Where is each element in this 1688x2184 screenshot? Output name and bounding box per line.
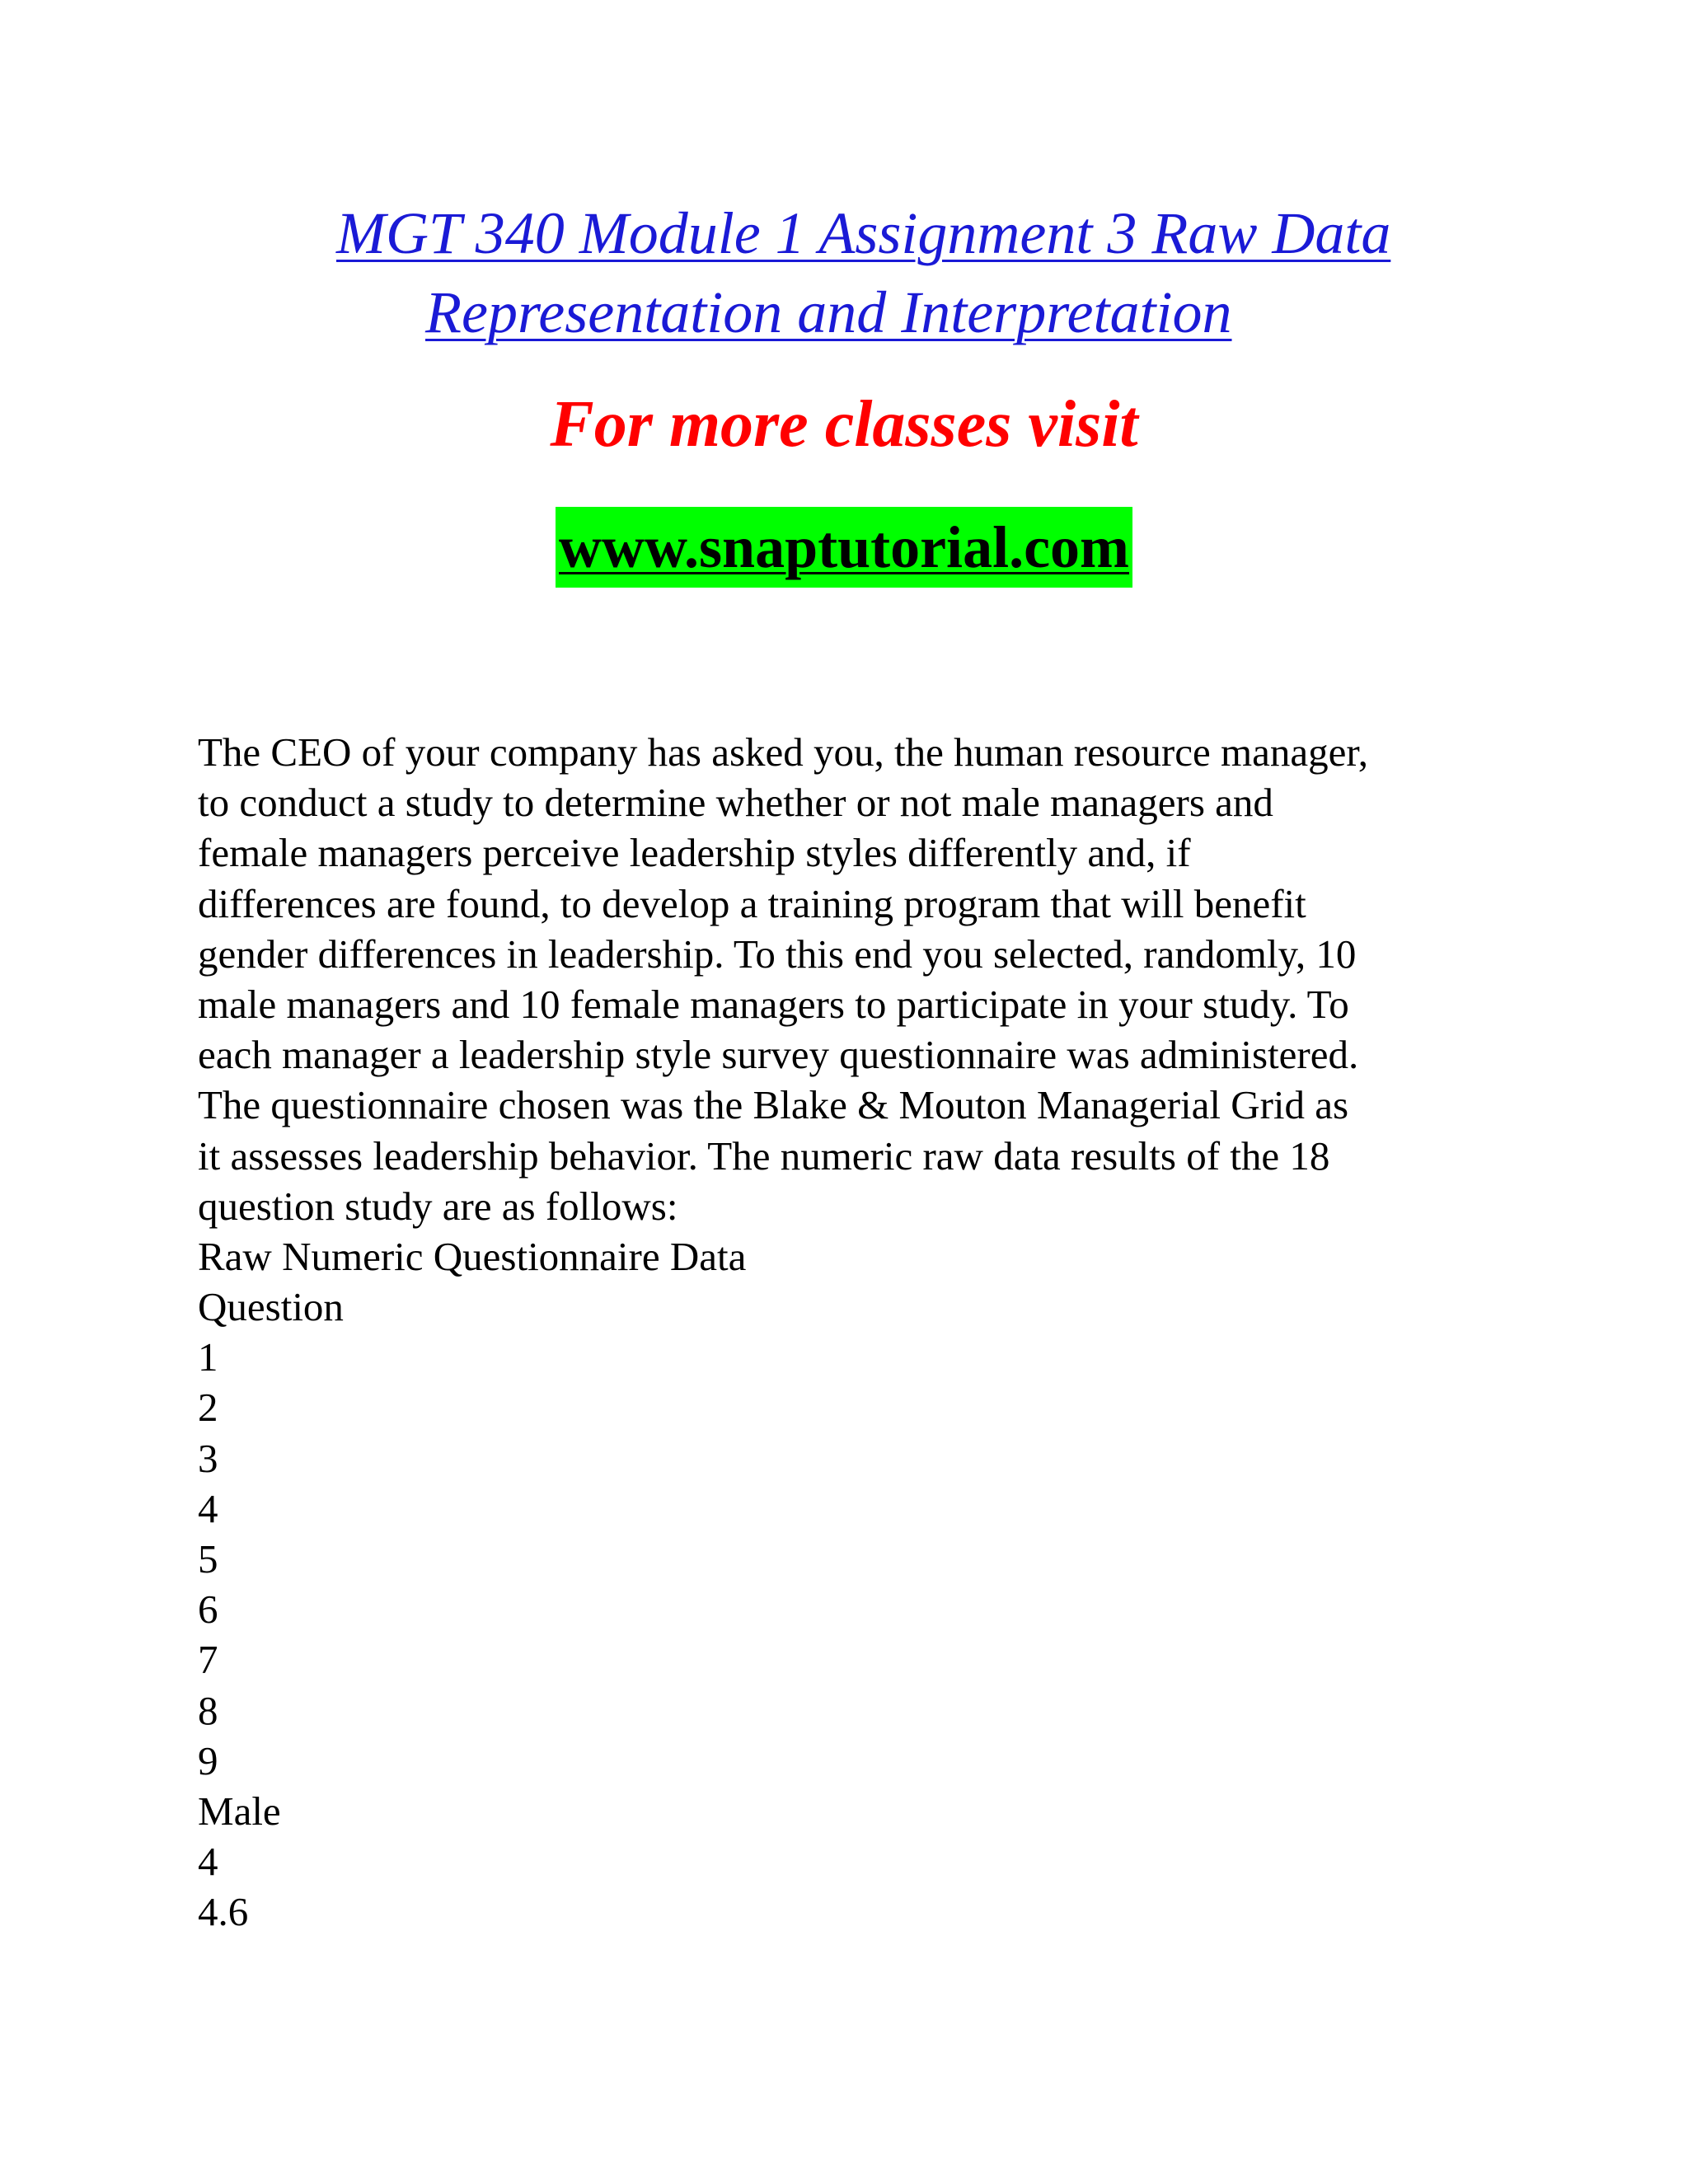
paragraph-line: question study are as follows: [198, 1183, 678, 1229]
male-value: 4 [198, 1839, 218, 1885]
question-number: 6 [198, 1586, 218, 1633]
question-number: 4 [198, 1485, 218, 1531]
question-number: 8 [198, 1687, 218, 1733]
question-number: 7 [198, 1637, 218, 1683]
male-label: Male [198, 1788, 281, 1834]
male-value: 4.6 [198, 1889, 249, 1935]
data-heading: Raw Numeric Questionnaire Data [198, 1233, 747, 1279]
title-link-line-2[interactable]: Representation and Interpretation [425, 279, 1232, 345]
paragraph-line: differences are found, to develop a training program that will benefit [198, 880, 1306, 926]
site-link-container [0, 507, 1688, 588]
question-number: 9 [198, 1737, 218, 1783]
visit-heading: For more classes visit [550, 388, 1138, 461]
paragraph-line: female managers perceive leadership styles differently and, if [198, 830, 1191, 876]
question-number: 2 [198, 1385, 218, 1431]
paragraph-line: male managers and 10 female managers to participate in your study. To [198, 981, 1349, 1027]
paragraph-line: The questionnaire chosen was the Blake & Mouton Managerial Grid as [198, 1082, 1349, 1128]
paragraph-line: gender differences in leadership. To this end you selected, randomly, 10 [198, 930, 1357, 977]
site-link[interactable]: www.snaptutorial.com [556, 507, 1132, 588]
paragraph-line: it assesses leadership behavior. The numeric raw data results of the 18 [198, 1132, 1330, 1179]
title-link-line-1[interactable]: MGT 340 Module 1 Assignment 3 Raw Data [336, 200, 1391, 266]
paragraph-line: to conduct a study to determine whether or not male managers and [198, 780, 1273, 826]
question-number: 1 [198, 1334, 218, 1380]
paragraph-line: each manager a leadership style survey questionnaire was administered. [198, 1032, 1359, 1078]
paragraph-line: The CEO of your company has asked you, the human resource manager, [198, 729, 1368, 775]
question-number: 3 [198, 1435, 218, 1481]
body-text [198, 727, 1550, 1938]
question-number: 5 [198, 1536, 218, 1582]
question-label: Question [198, 1284, 344, 1330]
